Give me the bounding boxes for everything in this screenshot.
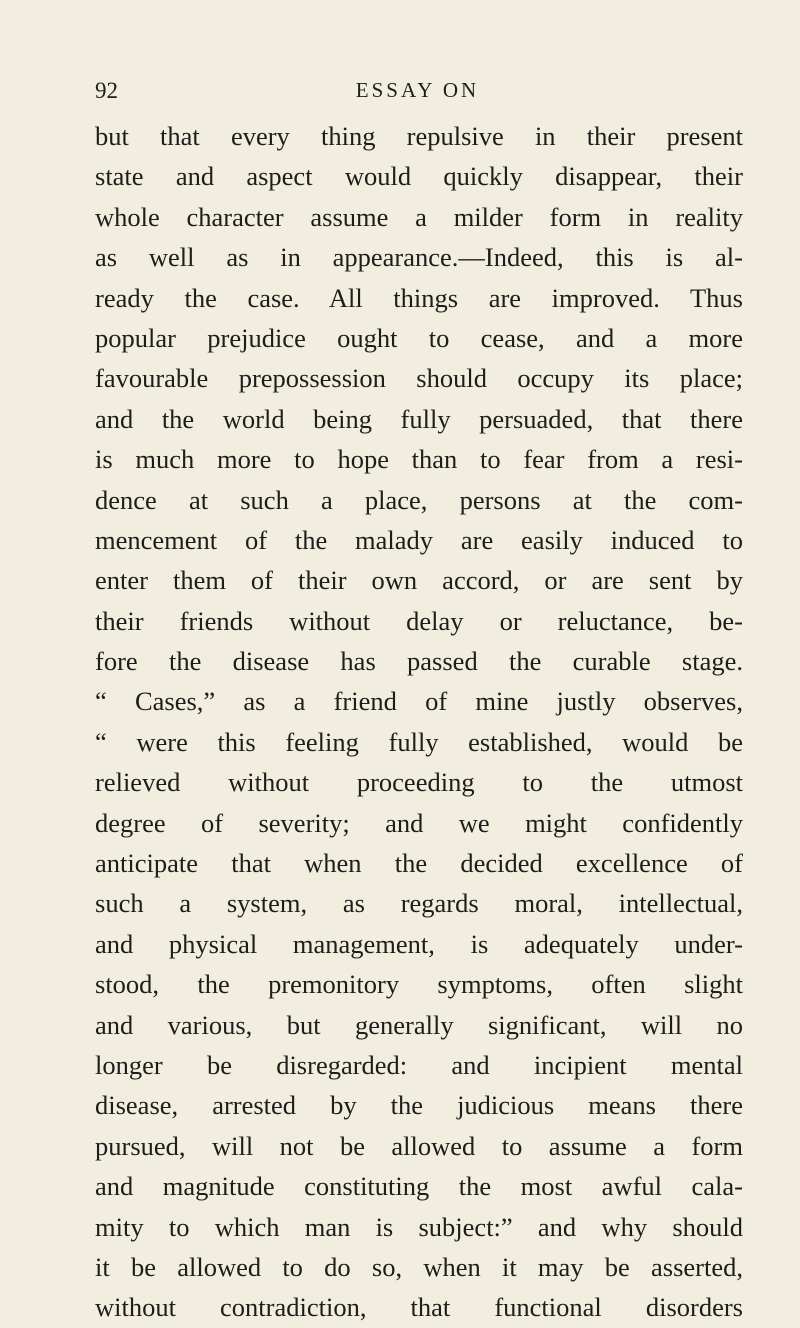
text-line: without contradiction, that functional disorders — [95, 1292, 743, 1323]
text-line: state and aspect would quickly disappear, their — [95, 161, 743, 192]
text-line: enter them of their own accord, or are sent by — [95, 565, 743, 596]
text-line: anticipate that when the decided excellence of — [95, 848, 743, 879]
text-line: mity to which man is subject:” and why should — [95, 1211, 743, 1242]
text-line: ready the case. All things are improved. Thus — [95, 282, 743, 313]
body-text — [95, 116, 743, 1328]
page-number: 92 — [95, 78, 118, 103]
text-line: “ Cases,” as a friend of mine justly observes, — [95, 686, 743, 717]
text-line: fore the disease has passed the curable stage. — [95, 646, 743, 677]
text-line: as well as in appearance.—Indeed, this is al- — [95, 242, 743, 273]
text-line: mencement of the malady are easily induced to — [95, 524, 743, 555]
running-head — [95, 72, 740, 112]
text-line: popular prejudice ought to cease, and a more — [95, 322, 743, 353]
text-line: disease, arrested by the judicious means there — [95, 1090, 743, 1121]
text-line: longer be disregarded: and incipient mental — [95, 1049, 743, 1080]
text-line: and magnitude constituting the most awful cala- — [95, 1171, 743, 1202]
text-line: is much more to hope than to fear from a resi- — [95, 444, 743, 475]
text-line: pursued, will not be allowed to assume a form — [95, 1130, 743, 1161]
text-line: “ were this feeling fully established, would be — [95, 726, 743, 757]
text-line: and the world being fully persuaded, that there — [95, 403, 743, 434]
text-line: and physical management, is adequately under- — [95, 928, 743, 959]
running-head-title: ESSAY ON — [355, 78, 480, 102]
text-line: and various, but generally significant, will no — [95, 1009, 743, 1040]
text-line: such a system, as regards moral, intellectual, — [95, 888, 743, 919]
text-line: dence at such a place, persons at the com- — [95, 484, 743, 515]
text-line: it be allowed to do so, when it may be asserted, — [95, 1251, 743, 1282]
text-line: but that every thing repulsive in their present — [95, 121, 743, 151]
text-line: favourable prepossession should occupy its place; — [95, 363, 743, 394]
text-line: their friends without delay or reluctance, be- — [95, 605, 743, 636]
text-line: relieved without proceeding to the utmost — [95, 767, 743, 798]
text-line: stood, the premonitory symptoms, often slight — [95, 969, 743, 1000]
text-line: whole character assume a milder form in reality — [95, 201, 743, 232]
text-line: degree of severity; and we might confidently — [95, 807, 743, 838]
